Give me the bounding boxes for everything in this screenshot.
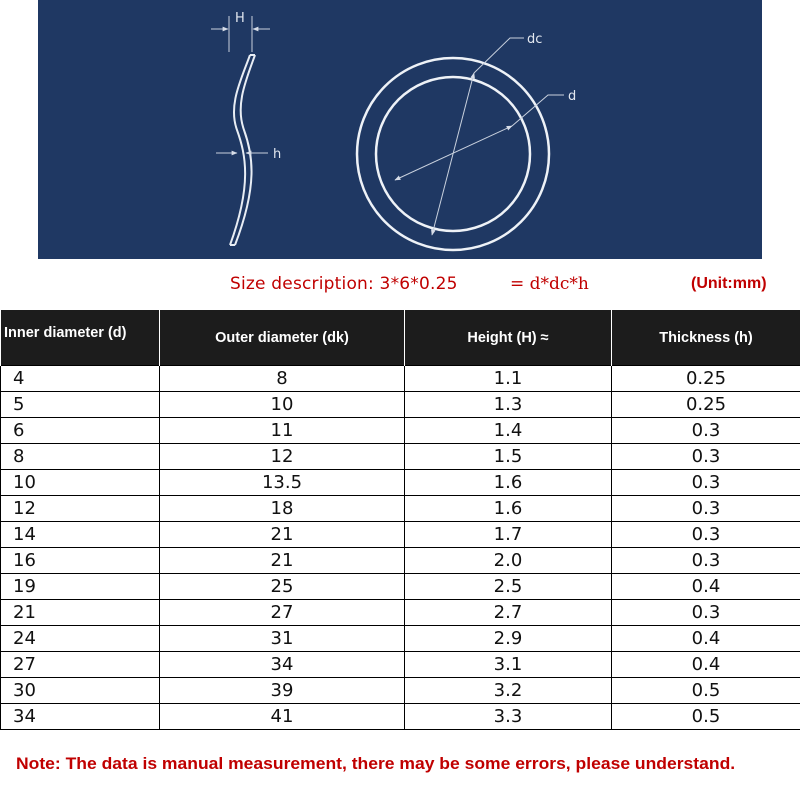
inner-diameter-cell: 5	[1, 392, 160, 418]
inner-diameter-cell: 6	[1, 418, 160, 444]
height-cell: 3.1	[405, 652, 612, 678]
header-outer-diameter: Outer diameter (dk)	[160, 310, 405, 366]
height-cell: 1.5	[405, 444, 612, 470]
outer-diameter-cell: 13.5	[160, 470, 405, 496]
inner-diameter-cell: 8	[1, 444, 160, 470]
outer-diameter-cell: 18	[160, 496, 405, 522]
washer-drawing	[38, 0, 762, 259]
height-cell: 1.4	[405, 418, 612, 444]
label-dc: dc	[527, 32, 543, 47]
thickness-cell: 0.3	[612, 418, 800, 444]
inner-diameter-cell: 30	[1, 678, 160, 704]
thickness-cell: 0.4	[612, 626, 800, 652]
washer-diagram	[38, 0, 762, 259]
inner-diameter-cell: 34	[1, 704, 160, 730]
outer-diameter-cell: 21	[160, 522, 405, 548]
table-row	[1, 626, 800, 652]
height-cell: 2.5	[405, 574, 612, 600]
inner-diameter-cell: 21	[1, 600, 160, 626]
table-row	[1, 470, 800, 496]
size-description: Size description: 3*6*0.25	[230, 274, 458, 294]
table-row	[1, 704, 800, 730]
size-description-line	[0, 272, 800, 300]
outer-diameter-cell: 11	[160, 418, 405, 444]
header-row	[1, 310, 800, 366]
table-row	[1, 574, 800, 600]
height-cell: 1.7	[405, 522, 612, 548]
dc-diameter-line	[432, 73, 474, 235]
inner-diameter-cell: 19	[1, 574, 160, 600]
header-thickness: Thickness (h)	[612, 310, 800, 366]
height-cell: 1.6	[405, 496, 612, 522]
table-row	[1, 444, 800, 470]
dc-leader	[474, 38, 524, 73]
inner-diameter-cell: 27	[1, 652, 160, 678]
measurement-note: Note: The data is manual measurement, there may be some errors, please understand.	[16, 754, 736, 773]
thickness-cell: 0.3	[612, 444, 800, 470]
table-row	[1, 522, 800, 548]
table-row	[1, 678, 800, 704]
table-row	[1, 418, 800, 444]
thickness-cell: 0.3	[612, 522, 800, 548]
thickness-cell: 0.3	[612, 496, 800, 522]
outer-diameter-cell: 27	[160, 600, 405, 626]
table-row	[1, 600, 800, 626]
size-equation: = d*dc*h	[510, 274, 589, 294]
label-d: d	[568, 89, 577, 104]
inner-diameter-cell: 14	[1, 522, 160, 548]
table-row	[1, 496, 800, 522]
outer-diameter-cell: 31	[160, 626, 405, 652]
thickness-cell: 0.5	[612, 678, 800, 704]
header-height: Height (H) ≈	[405, 310, 612, 366]
height-cell: 2.0	[405, 548, 612, 574]
outer-diameter-cell: 12	[160, 444, 405, 470]
inner-diameter-cell: 16	[1, 548, 160, 574]
thickness-cell: 0.25	[612, 392, 800, 418]
thickness-cell: 0.3	[612, 548, 800, 574]
outer-diameter-cell: 25	[160, 574, 405, 600]
inner-diameter-cell: 12	[1, 496, 160, 522]
table-row	[1, 366, 800, 392]
outer-diameter-cell: 39	[160, 678, 405, 704]
height-cell: 3.2	[405, 678, 612, 704]
table-row	[1, 652, 800, 678]
table-row	[1, 548, 800, 574]
height-cell: 1.6	[405, 470, 612, 496]
thickness-cell: 0.4	[612, 574, 800, 600]
thickness-cell: 0.25	[612, 366, 800, 392]
outer-diameter-cell: 34	[160, 652, 405, 678]
profile-outer	[230, 55, 250, 245]
header-inner-diameter: Inner diameter (d)	[1, 310, 160, 366]
thickness-cell: 0.4	[612, 652, 800, 678]
thickness-cell: 0.3	[612, 600, 800, 626]
unit-label: (Unit:mm)	[691, 275, 767, 292]
label-h: h	[273, 147, 282, 162]
table-body	[1, 366, 800, 730]
label-H: H	[235, 11, 245, 26]
height-cell: 3.3	[405, 704, 612, 730]
height-cell: 1.1	[405, 366, 612, 392]
d-diameter-line	[395, 126, 512, 180]
spec-table	[0, 310, 800, 730]
inner-diameter-cell: 24	[1, 626, 160, 652]
outer-diameter-cell: 41	[160, 704, 405, 730]
height-cell: 2.7	[405, 600, 612, 626]
inner-diameter-cell: 4	[1, 366, 160, 392]
inner-diameter-cell: 10	[1, 470, 160, 496]
outer-diameter-cell: 10	[160, 392, 405, 418]
height-cell: 2.9	[405, 626, 612, 652]
thickness-cell: 0.5	[612, 704, 800, 730]
height-cell: 1.3	[405, 392, 612, 418]
outer-diameter-cell: 8	[160, 366, 405, 392]
table-row	[1, 392, 800, 418]
outer-diameter-cell: 21	[160, 548, 405, 574]
thickness-cell: 0.3	[612, 470, 800, 496]
